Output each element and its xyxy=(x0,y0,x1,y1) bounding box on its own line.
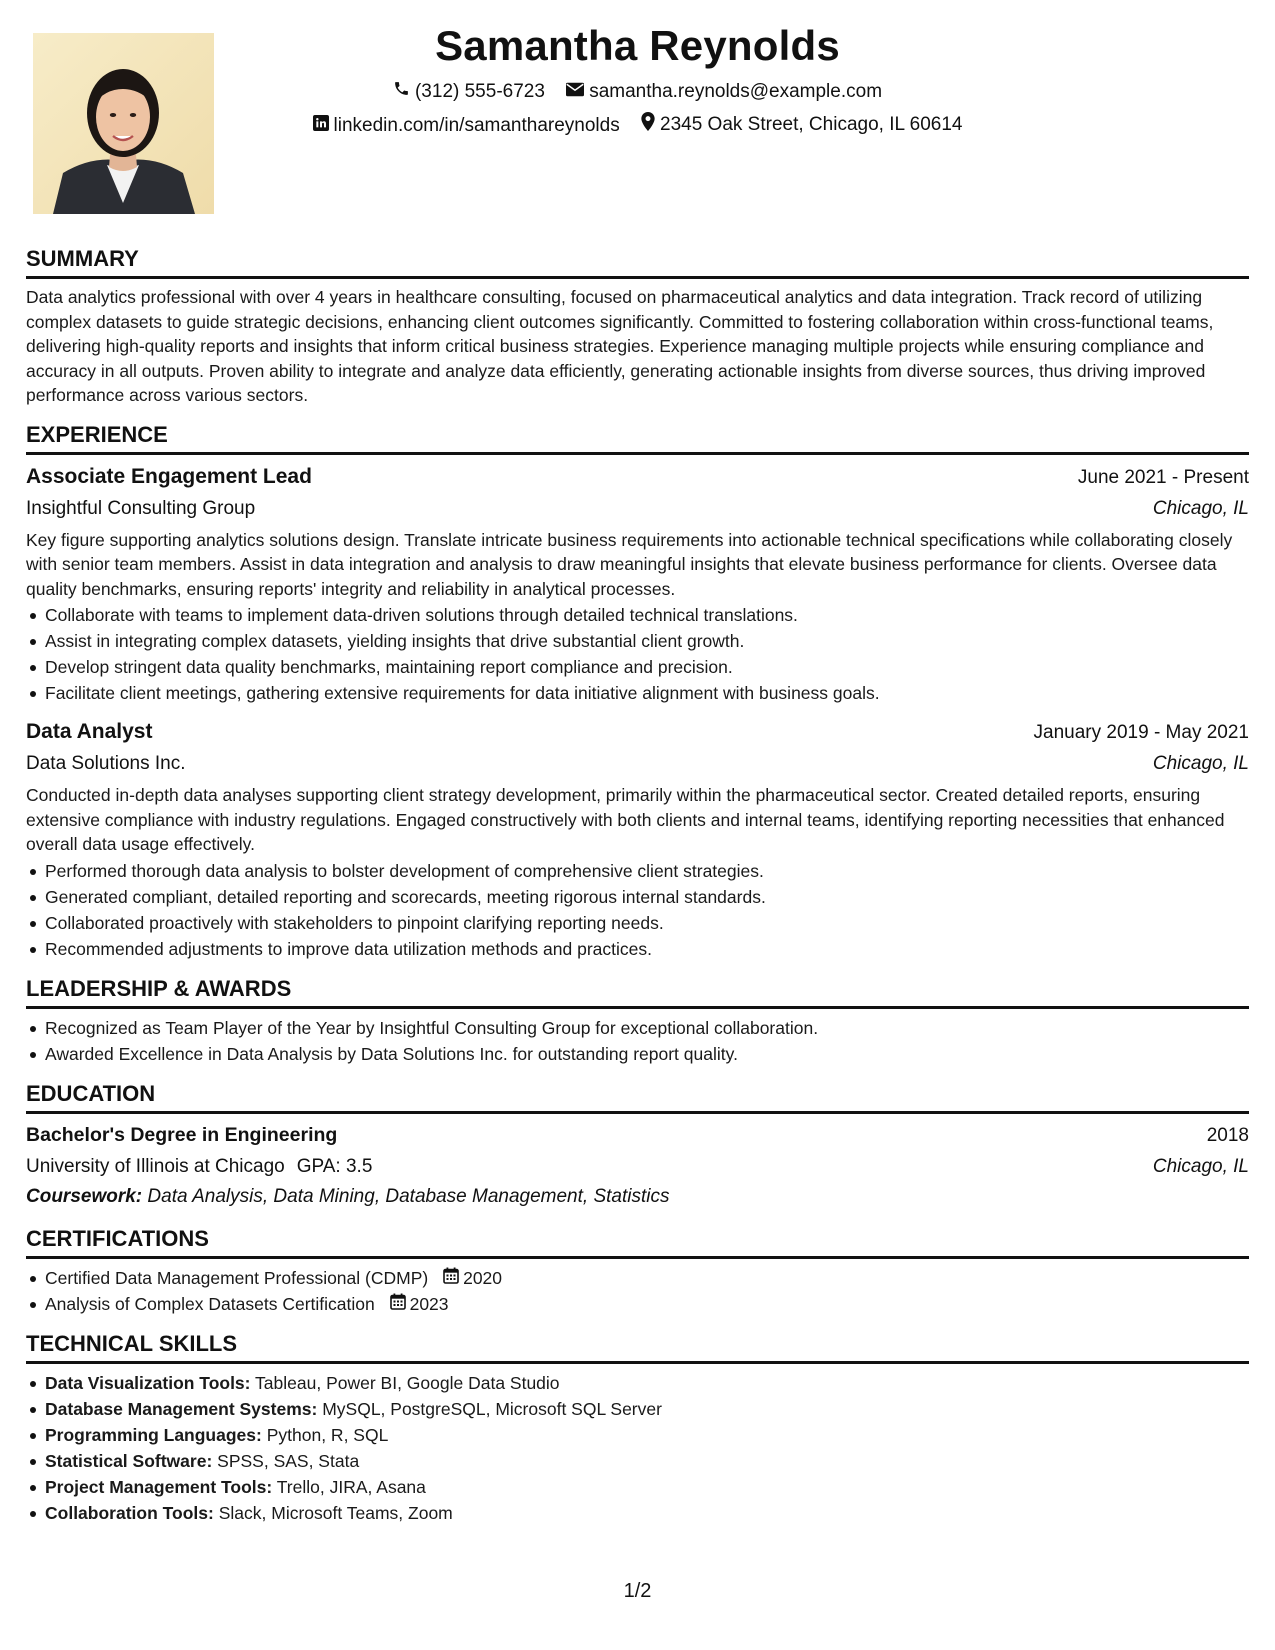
contact-line-secondary xyxy=(200,112,1075,137)
certification-name: Certified Data Management Professional (CDMP) xyxy=(45,1267,429,1288)
job-dates: January 2019 - May 2021 xyxy=(1033,722,1249,743)
certification-year: 2020 xyxy=(463,1267,503,1288)
skill-value: SPSS, SAS, Stata xyxy=(217,1450,360,1471)
list-item xyxy=(26,1291,1249,1317)
skill-label: Statistical Software: xyxy=(45,1450,213,1471)
list-item xyxy=(26,1422,1249,1448)
phone-icon xyxy=(393,80,415,103)
awards-list xyxy=(26,1015,1249,1067)
list-item: Facilitate client meetings, gathering extensive requirements for data initiative alignment with business goals. xyxy=(26,680,1249,706)
skill-label: Database Management Systems: xyxy=(45,1398,318,1419)
calendar-icon xyxy=(443,1265,463,1291)
job-dates: June 2021 - Present xyxy=(1077,466,1249,488)
list-item: Collaborate with teams to implement data-driven solutions through detailed technical translations. xyxy=(26,602,1249,628)
map-pin-icon xyxy=(641,112,660,137)
job-bullets xyxy=(26,602,1249,706)
job-title: Data Analyst xyxy=(26,720,153,743)
gpa: GPA: 3.5 xyxy=(296,1155,373,1177)
job-location: Chicago, IL xyxy=(1152,497,1249,519)
experience-section xyxy=(26,422,1249,962)
skills-section xyxy=(26,1331,1249,1526)
list-item xyxy=(26,1265,1249,1291)
section-title-summary: SUMMARY xyxy=(26,246,1249,279)
job-title: Associate Engagement Lead xyxy=(26,464,312,488)
leadership-section xyxy=(26,976,1249,1067)
coursework-list: Data Analysis, Data Mining, Database Management, Statistics xyxy=(147,1185,670,1207)
candidate-name: Samantha Reynolds xyxy=(435,22,840,69)
list-item: Generated compliant, detailed reporting and scorecards, meeting rigorous internal standards. xyxy=(26,884,1249,910)
coursework xyxy=(26,1182,1249,1212)
section-title-education: EDUCATION xyxy=(26,1081,1249,1114)
job-location: Chicago, IL xyxy=(1152,753,1249,774)
skill-label: Programming Languages: xyxy=(45,1424,262,1445)
skill-value: MySQL, PostgreSQL, Microsoft SQL Server xyxy=(322,1398,662,1419)
summary-section xyxy=(26,246,1249,408)
phone-contact[interactable] xyxy=(393,80,545,103)
page-number: 1/2 xyxy=(623,1580,652,1602)
skill-value: Trello, JIRA, Asana xyxy=(276,1476,426,1497)
job-bullets xyxy=(26,858,1249,962)
calendar-icon xyxy=(390,1291,410,1317)
section-title-certifications: CERTIFICATIONS xyxy=(26,1226,1249,1259)
skill-value: Slack, Microsoft Teams, Zoom xyxy=(218,1502,453,1523)
linkedin-icon xyxy=(313,115,334,137)
skill-label: Project Management Tools: xyxy=(45,1476,273,1497)
address-contact xyxy=(641,112,962,137)
list-item: Recognized as Team Player of the Year by Insightful Consulting Group for exceptional collaboration. xyxy=(26,1015,1249,1041)
list-item: Performed thorough data analysis to bolster development of comprehensive client strategies. xyxy=(26,858,1249,884)
section-title-skills: TECHNICAL SKILLS xyxy=(26,1331,1249,1364)
skill-value: Python, R, SQL xyxy=(266,1424,389,1445)
list-item: Collaborated proactively with stakeholders to pinpoint clarifying reporting needs. xyxy=(26,910,1249,936)
school-name: University of Illinois at Chicago xyxy=(26,1155,285,1177)
list-item: Awarded Excellence in Data Analysis by Data Solutions Inc. for outstanding report quality. xyxy=(26,1041,1249,1067)
list-item xyxy=(26,1370,1249,1396)
resume-body xyxy=(26,246,1249,1540)
summary-text: Data analytics professional with over 4 years in healthcare consulting, focused on pharmaceutical analytics and data integration. Track record of utilizing complex datasets to guide strategic decisions, enhancing client outcomes significantly. Committed to fostering collaboration within cross-functional teams, delivering high-quality reports and insights that inform critical business strategies. Experience managing multiple projects while ensuring compliance and accuracy in all outputs. Proven ability to integrate and analyze data efficiently, generating actionable insights from diverse sources, thus driving improved performance across various sectors. xyxy=(26,287,1214,405)
skills-list xyxy=(26,1370,1249,1526)
section-title-experience: EXPERIENCE xyxy=(26,422,1249,455)
job-entry xyxy=(26,461,1249,707)
list-item xyxy=(26,1396,1249,1422)
phone-text: (312) 555-6723 xyxy=(414,80,545,102)
skill-label: Data Visualization Tools: xyxy=(45,1372,251,1393)
list-item xyxy=(26,1500,1249,1526)
skill-label: Collaboration Tools: xyxy=(45,1502,214,1523)
certifications-section xyxy=(26,1226,1249,1317)
list-item xyxy=(26,1448,1249,1474)
list-item: Assist in integrating complex datasets, yielding insights that drive substantial client growth. xyxy=(26,628,1249,654)
company-name: Insightful Consulting Group xyxy=(26,497,256,519)
job-description: Key figure supporting analytics solutions design. Translate intricate business requirements into actionable technical specifications while collaborating closely with senior team members. Assist in data integration and analysis to draw meaningful insights that elevate business performance for clients. Oversee data quality benchmarks, ensuring reports' integrity and reliability in analytical processes. xyxy=(26,529,1233,599)
coursework-label: Coursework: xyxy=(26,1185,143,1207)
email-contact[interactable] xyxy=(566,81,882,103)
company-name: Data Solutions Inc. xyxy=(26,753,186,774)
skill-value: Tableau, Power BI, Google Data Studio xyxy=(255,1372,560,1393)
graduation-year: 2018 xyxy=(1206,1124,1249,1146)
list-item xyxy=(26,1474,1249,1500)
degree-title: Bachelor's Degree in Engineering xyxy=(26,1123,338,1146)
email-text: samantha.reynolds@example.com xyxy=(589,81,883,102)
education-section xyxy=(26,1081,1249,1212)
job-entry xyxy=(26,716,1249,962)
certifications-list xyxy=(26,1265,1249,1317)
linkedin-text: linkedin.com/in/samanthareynolds xyxy=(333,115,620,136)
job-description: Conducted in-depth data analyses supporting client strategy development, primarily within the pharmaceutical sector. Created detailed reports, ensuring extensive compliance with industry regulations. Engaged constructively with both clients and internal teams, identifying reporting necessities that enhanced overall data usage effectively. xyxy=(26,785,1225,854)
linkedin-contact[interactable] xyxy=(313,115,620,137)
profile-photo xyxy=(33,33,214,214)
envelope-icon xyxy=(566,81,589,103)
contact-line-primary xyxy=(200,80,1075,103)
certification-year: 2023 xyxy=(409,1293,449,1314)
list-item: Recommended adjustments to improve data utilization methods and practices. xyxy=(26,936,1249,962)
section-title-leadership: LEADERSHIP & AWARDS xyxy=(26,976,1249,1009)
certification-name: Analysis of Complex Datasets Certification xyxy=(45,1293,375,1314)
address-text: 2345 Oak Street, Chicago, IL 60614 xyxy=(660,113,963,135)
list-item: Develop stringent data quality benchmarks, maintaining report compliance and precision. xyxy=(26,654,1249,680)
school-location: Chicago, IL xyxy=(1152,1155,1249,1177)
